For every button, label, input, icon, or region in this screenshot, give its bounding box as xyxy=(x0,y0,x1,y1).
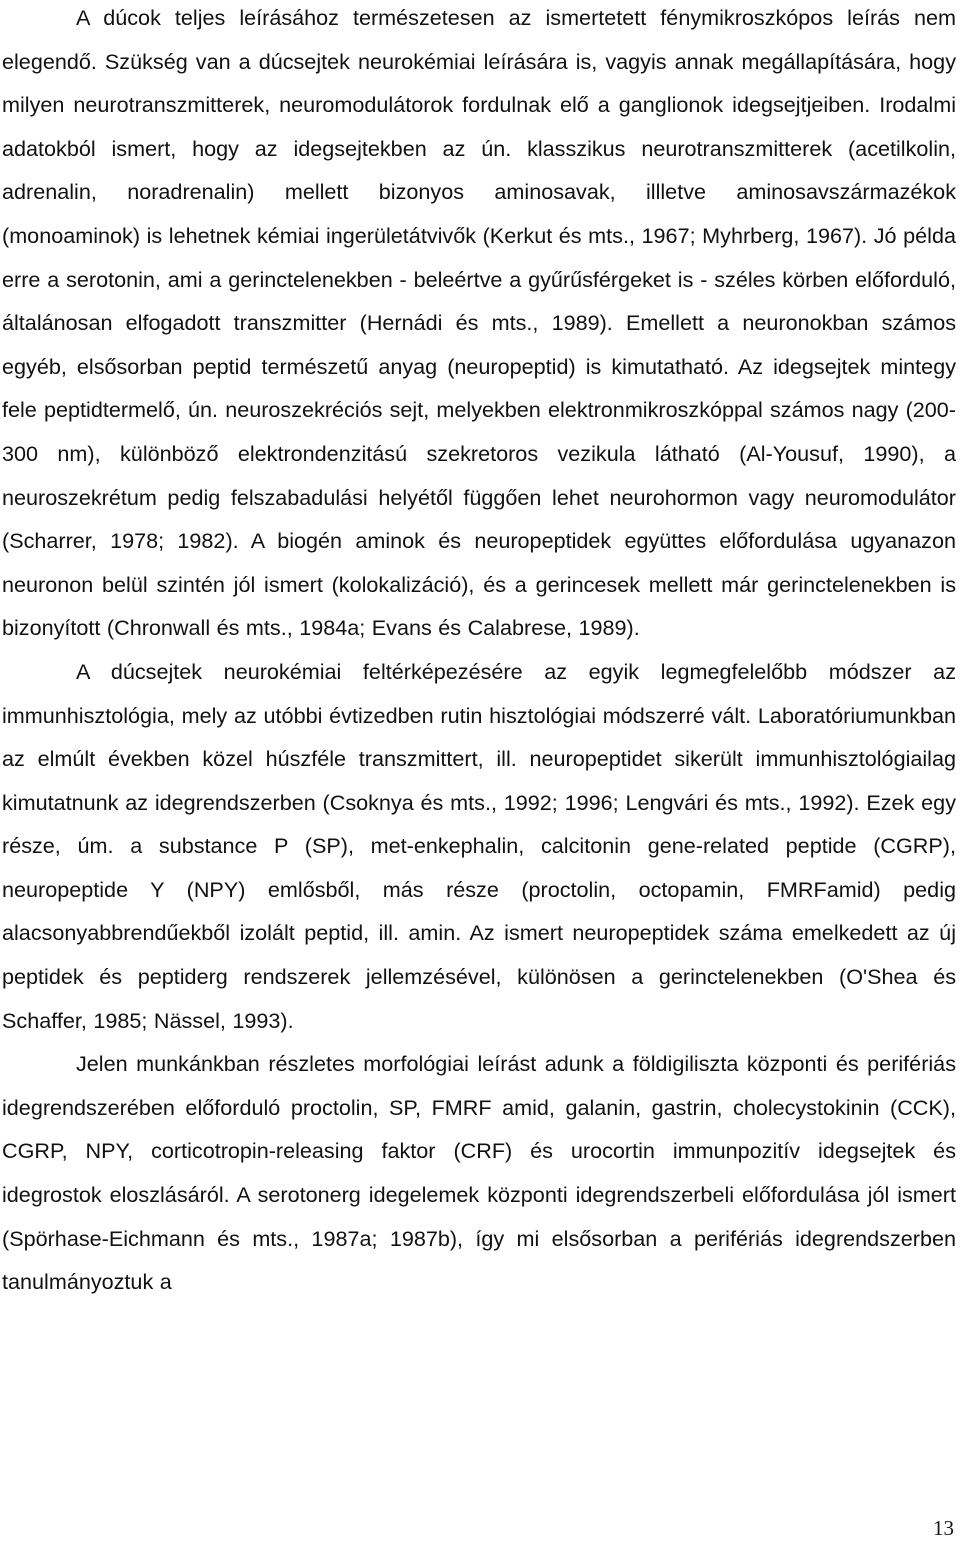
paragraph-1: A dúcok teljes leírásához természetesen az ismertetett fénymikroszkópos leírás nem elegendő. Szükség van a dúcsejtek neurokémiai leírására is, vagyis annak megállapítására, hogy milyen neurotranszmitterek, neuromodulátorok fordulnak elő a ganglionok idegsejtjeiben. Irodalmi adatokból ismert, hogy az idegsejtekben az ún. klasszikus neurotranszmitterek (acetilkolin, adrenalin, noradrenalin) mellett bizonyos aminosavak, illletve aminosavszármazékok (monoaminok) is lehetnek kémiai ingerületátvivők (Kerkut és mts., 1967; Myhrberg, 1967). Jó példa erre a serotonin, ami a gerinctelenekben - beleértve a gyűrűsférgeket is - széles körben előforduló, általánosan elfogadott transzmitter (Hernádi és mts., 1989). Emellett a neuronokban számos egyéb, elsősorban peptid természetű anyag (neuropeptid) is kimutatható. Az idegsejtek mintegy fele peptidtermelő, ún. neuroszekréciós sejt, melyekben elektronmikroszkóppal számos nagy (200-300 nm), különböző elektrondenzitású szekretoros vezikula látható (Al-Yousuf, 1990), a neuroszekrétum pedig felszabadulási helyétől függően lehet neurohormon vagy neuromodulátor (Scharrer, 1978; 1982). A biogén aminok és neuropeptidek együttes előfordulása ugyanazon neuronon belül szintén jól ismert (kolokalizáció), és a gerincesek mellett már gerinctelenekben is bizonyított (Chronwall és mts., 1984a; Evans és Calabrese, 1989). xyxy=(2,5,956,641)
text-body xyxy=(2,0,956,1304)
paragraph-2: A dúcsejtek neurokémiai feltérképezésére az egyik legmegfelelőbb módszer az immunhisztológia, mely az utóbbi évtizedben rutin hisztológiai módszerré vált. Laboratóriumunkban az elmúlt években közel húszféle transzmittert, ill. neuropeptidet sikerült immunhisztológiailag kimutatnunk az idegrendszerben (Csoknya és mts., 1992; 1996; Lengvári és mts., 1992). Ezek egy része, úm. a substance P (SP), met-enkephalin, calcitonin gene-related peptide (CGRP), neuropeptide Y (NPY) emlősből, más része (proctolin, octopamin, FMRFamid) pedig alacsonyabbrendűekből izolált peptid, ill. amin. Az ismert neuropeptidek száma emelkedett az új peptidek és peptiderg rendszerek jellemzésével, különösen a gerinctelenekben (O'Shea és Schaffer, 1985; Nässel, 1993). xyxy=(2,658,956,1033)
paragraph-3: Jelen munkánkban részletes morfológiai leírást adunk a földigiliszta központi és perifériás idegrendszerében előforduló proctolin, SP, FMRF amid, galanin, gastrin, cholecystokinin (CCK), CGRP, NPY, corticotropin-releasing faktor (CRF) és urocortin immunpozitív idegsejtek és idegrostok eloszlásáról. A serotonerg idegelemek központi idegrendszerbeli előfordulása jól ismert (Spörhase-Eichmann és mts., 1987a; 1987b), így mi elsősorban a perifériás idegrendszerben tanulmányoztuk a xyxy=(2,1051,956,1295)
page-number: 13 xyxy=(933,1516,954,1540)
